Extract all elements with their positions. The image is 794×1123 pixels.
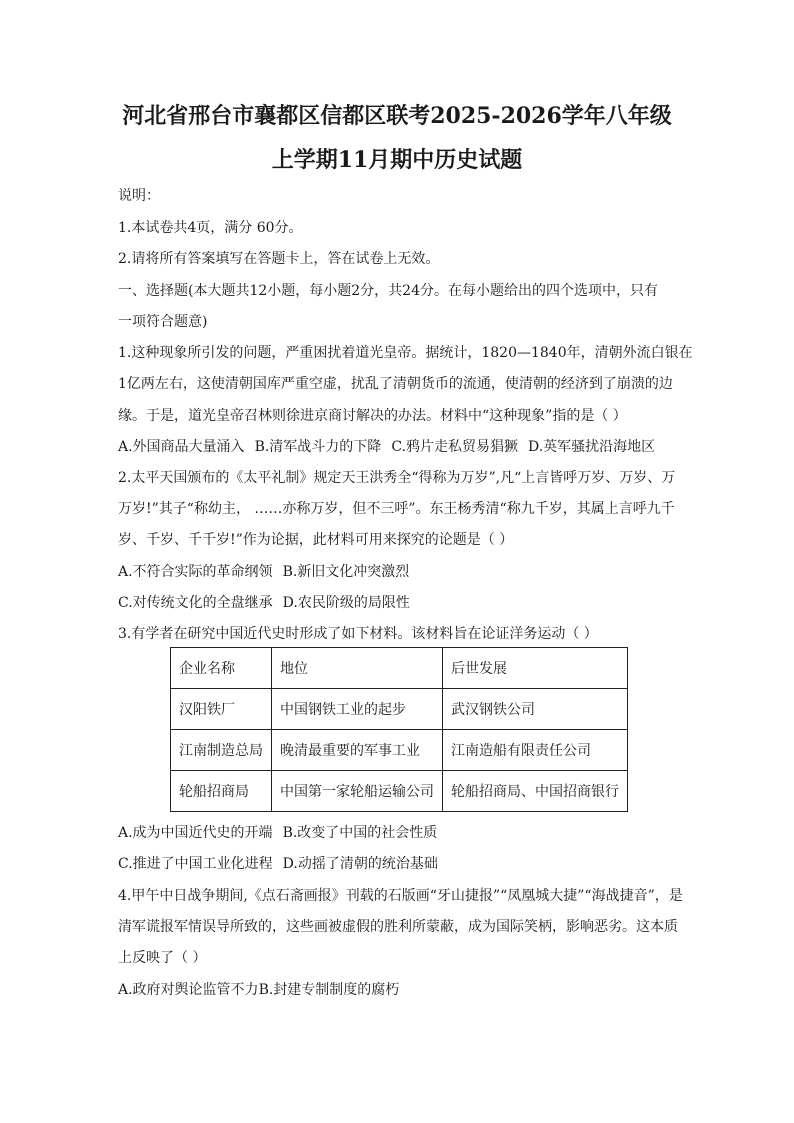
- q3-stem: 3.有学者在研究中国近代史时形成了如下材料。该材料旨在论证洋务运动（ ）: [118, 626, 598, 642]
- q3-options-row2: [118, 854, 678, 874]
- q3-table: [170, 647, 628, 812]
- table-cell: 中国钢铁工业的起步: [272, 689, 443, 730]
- q4-options-row1: [118, 980, 678, 1000]
- q1-stem-line1: 1.这种现象所引发的问题，严重困扰着道光皇帝。据统计，1820—1840年，清朝外流白银在: [118, 345, 693, 361]
- table-cell: 晚清最重要的军事工业: [272, 730, 443, 771]
- exam-title-line1: 河北省邢台市襄都区信都区联考2025-2026学年八年级: [122, 103, 672, 129]
- q1-option-d[interactable]: D.英军骚扰沿海地区: [527, 439, 656, 455]
- q2-option-a[interactable]: A.不符合实际的革命纲领: [118, 564, 273, 580]
- q2-options-row2: [118, 593, 678, 613]
- table-cell: 汉阳铁厂: [171, 689, 272, 730]
- table-cell: 江南造船有限责任公司: [443, 730, 628, 771]
- q1-option-a[interactable]: A.外国商品大量涌入: [118, 439, 245, 455]
- q4-stem-line3: 上反映了（ ）: [118, 950, 207, 966]
- instruction-item-1: 1.本试卷共4页，满分 60分。: [118, 220, 303, 236]
- q3-option-d[interactable]: D.动摇了清朝的统治基础: [282, 856, 438, 872]
- q2-option-c[interactable]: C.对传统文化的全盘继承: [118, 595, 273, 611]
- table-header-cell: 地位: [272, 648, 443, 689]
- table-header-row: [171, 648, 628, 689]
- table-cell: 轮船招商局、中国招商银行: [443, 771, 628, 812]
- q3-option-c[interactable]: C.推进了中国工业化进程: [118, 856, 273, 872]
- instructions-heading: 说明：: [118, 188, 160, 204]
- exam-title-line2: 上学期11月期中历史试题: [271, 147, 523, 173]
- table-cell: 江南制造总局: [171, 730, 272, 771]
- q3-option-b[interactable]: B.改变了中国的社会性质: [282, 825, 438, 841]
- q2-option-b[interactable]: B.新旧文化冲突激烈: [282, 564, 410, 580]
- table-row: [171, 771, 628, 812]
- q4-stem-line2: 清军谎报军情误导所致的，这些画被虚假的胜利所蒙蔽，成为国际笑柄，影响恶劣。这本质: [118, 919, 678, 935]
- q2-stem-line3: 岁、千岁、千千岁!”作为论据，此材料可用来探究的论题是（ ）: [118, 532, 514, 548]
- table-row: [171, 730, 628, 771]
- q3-options-row1: [118, 823, 678, 843]
- q2-stem-line2: 万岁!”其子“称幼主， ……亦称万岁，但不三呼”。东王杨秀清“称九千岁，其属上言呼九千: [118, 501, 675, 517]
- q2-stem-line1: 2.太平天国颁布的《太平礼制》规定天王洪秀全“得称为万岁”,凡“上言皆呼万岁、万岁、万: [118, 470, 676, 486]
- q4-stem-line1: 4.甲午中日战争期间,《点石斋画报》刊载的石版画“牙山捷报”“凤凰城大捷”“海战捷音”，是: [118, 888, 683, 904]
- q4-option-a[interactable]: A.政府对舆论监管不力: [118, 982, 259, 998]
- table-row: [171, 689, 628, 730]
- q1-stem-line3: 缘。于是，道光皇帝召林则徐进京商讨解决的办法。材料中“这种现象”指的是（ ）: [118, 408, 627, 424]
- section-1-heading-cont: 一项符合题意): [118, 314, 208, 330]
- table-header-cell: 企业名称: [171, 648, 272, 689]
- q1-option-b[interactable]: B.清军战斗力的下降: [254, 439, 382, 455]
- instruction-item-2: 2.请将所有答案填写在答题卡上，答在试卷上无效。: [118, 251, 440, 267]
- table-cell: 武汉钢铁公司: [443, 689, 628, 730]
- q1-option-c[interactable]: C.鸦片走私贸易猖獗: [391, 439, 518, 455]
- section-1-heading: 一、选择题(本大题共12小题，每小题2分，共24分。在每小题给出的四个选项中，只有: [118, 283, 658, 299]
- table-header-cell: 后世发展: [443, 648, 628, 689]
- q1-stem-line2: 1亿两左右，这使清朝国库严重空虚，扰乱了清朝货币的流通，使清朝的经济到了崩溃的边: [118, 376, 673, 392]
- table-cell: 轮船招商局: [171, 771, 272, 812]
- q2-option-d[interactable]: D.农民阶级的局限性: [282, 595, 410, 611]
- table-cell: 中国第一家轮船运输公司: [272, 771, 443, 812]
- q4-option-b[interactable]: B.封建专制制度的腐朽: [258, 982, 400, 998]
- q1-options: [118, 437, 678, 457]
- q3-option-a[interactable]: A.成为中国近代史的开端: [118, 825, 273, 841]
- q2-options-row1: [118, 562, 678, 582]
